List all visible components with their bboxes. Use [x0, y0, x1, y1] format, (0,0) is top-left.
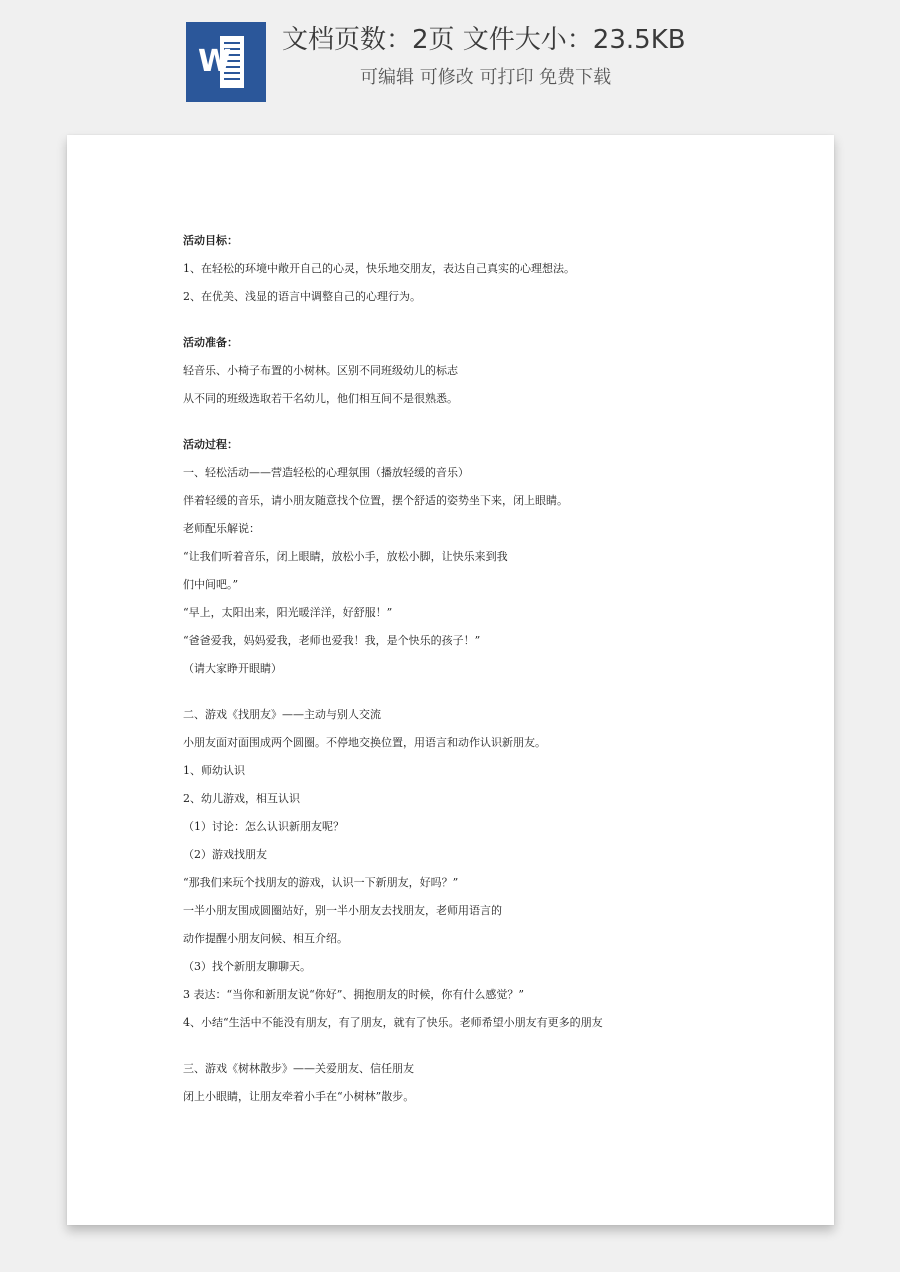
paragraph-line: “那我们来玩个找朋友的游戏，认识一下新朋友，好吗？”: [183, 876, 459, 889]
paragraph-line: 小朋友面对面围成两个圆圈。不停地交换位置，用语言和动作认识新朋友。: [183, 736, 546, 749]
section-heading: 活动过程：: [183, 438, 238, 451]
paragraph-line: 一、轻松活动——营造轻松的心理氛围（播放轻缓的音乐）: [183, 466, 469, 479]
section-heading: 活动准备：: [183, 336, 238, 349]
section-gap: [183, 1037, 783, 1055]
paragraph-line: 1、在轻松的环境中敞开自己的心灵，快乐地交朋友，表达自己真实的心理想法。: [183, 262, 575, 275]
paragraph-line: 轻音乐、小椅子布置的小树林。区别不同班级幼儿的标志: [183, 364, 458, 377]
paragraph-line: 伴着轻缓的音乐，请小朋友随意找个位置，摆个舒适的姿势坐下来，闭上眼睛。: [183, 494, 568, 507]
paragraph-line: 3 表达：“当你和新朋友说“你好”、拥抱朋友的时候，你有什么感觉？”: [183, 988, 524, 1001]
paragraph-line: 三、游戏《树林散步》——关爱朋友、信任朋友: [183, 1062, 414, 1075]
section-gap: [183, 683, 783, 701]
paragraph-line: 2、幼儿游戏，相互认识: [183, 792, 300, 805]
paragraph-line: （请大家睁开眼睛）: [183, 662, 282, 675]
paragraph-line: 4、小结“生活中不能没有朋友，有了朋友，就有了快乐。老师希望小朋友有更多的朋友: [183, 1016, 603, 1029]
word-icon-letter: W: [198, 44, 232, 79]
document-features-subtitle: 可编辑 可修改 可打印 免费下载: [360, 67, 612, 88]
paragraph-line: 二、游戏《找朋友》——主动与别人交流: [183, 708, 381, 721]
section-gap: [183, 311, 783, 329]
paragraph-line: 2、在优美、浅显的语言中调整自己的心理行为。: [183, 290, 421, 303]
word-document-icon: [186, 22, 266, 102]
section-gap: [183, 413, 783, 431]
paragraph-line: 从不同的班级选取若干名幼儿，他们相互间不是很熟悉。: [183, 392, 458, 405]
section-heading: 活动目标：: [183, 234, 238, 247]
paragraph-line: “爸爸爱我，妈妈爱我，老师也爱我！我，是个快乐的孩子！”: [183, 634, 481, 647]
document-info-header: [0, 0, 900, 120]
paragraph-line: 老师配乐解说：: [183, 522, 260, 535]
paragraph-line: （2）游戏找朋友: [183, 848, 267, 861]
document-body: [183, 227, 783, 1111]
paragraph-line: 一半小朋友围成圆圈站好，别一半小朋友去找朋友，老师用语言的: [183, 904, 502, 917]
paragraph-line: 们中间吧。”: [183, 578, 239, 591]
document-stats-title: 文档页数：2页 文件大小：23.5KB: [282, 25, 686, 55]
paragraph-line: 动作提醒小朋友问候、相互介绍。: [183, 932, 348, 945]
paragraph-line: “早上，太阳出来，阳光暖洋洋，好舒服！”: [183, 606, 393, 619]
paragraph-line: 闭上小眼睛，让朋友牵着小手在“小树林”散步。: [183, 1090, 415, 1103]
paragraph-line: “让我们听着音乐，闭上眼睛，放松小手，放松小脚，让快乐来到我: [183, 550, 508, 563]
paragraph-line: 1、师幼认识: [183, 764, 245, 777]
paragraph-line: （3）找个新朋友聊聊天。: [183, 960, 311, 973]
paragraph-line: （1）讨论：怎么认识新朋友呢？: [183, 820, 344, 833]
document-page: [67, 135, 834, 1225]
